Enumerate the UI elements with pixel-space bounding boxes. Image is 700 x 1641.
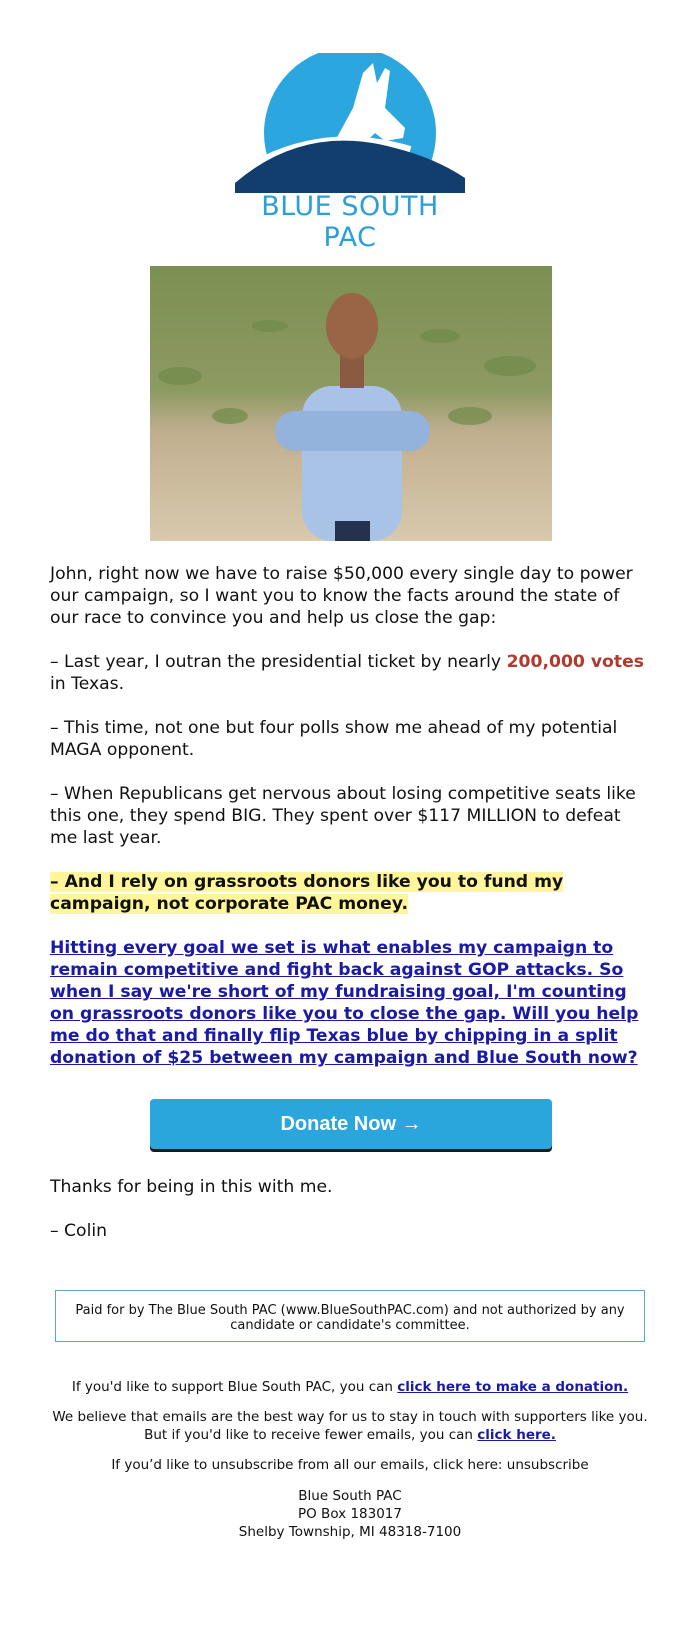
donation-ask-link[interactable]: Hitting every goal we set is what enables my campaign to remain competitive and fight back against GOP attacks. So when I say we're short of my fundraising goal, I'm counting on grassroots donors like you to close the gap. Will you help me do that and finally flip Texas blue by chipping in a split donation of $25 between my campaign and Blue South now? [50,938,639,1068]
candidate-photo [150,266,552,541]
fewer-emails-text: We believe that emails are the best way for us to stay in touch with supporters like you. But if you'd like to receive fewer emails, you can [52,1409,648,1443]
unsubscribe-line[interactable]: If you’d like to unsubscribe from all our emails, click here: unsubscribe [111,1457,589,1473]
signature: – Colin [50,1221,108,1241]
paragraph-polls: – This time, not one but four polls show me ahead of my potential MAGA opponent. [50,718,618,760]
support-text: If you'd like to support Blue South PAC, you can [71,1379,398,1395]
support-line [50,1378,650,1396]
paragraph-votes-before: – Last year, I outran the presidential ticket by nearly [50,652,507,672]
paid-for-disclaimer: Paid for by The Blue South PAC (www.BlueSouthPAC.com) and not authorized by any candidate or candidate's committee. [55,1290,645,1342]
paragraph-ask [50,937,650,1069]
paragraph-grassroots [50,871,650,915]
logo [235,53,465,253]
paragraph-votes-after: in Texas. [50,674,125,694]
make-donation-link[interactable]: click here to make a donation. [397,1379,629,1395]
grassroots-highlight: – And I rely on grassroots donors like you to fund my campaign, not corporate PAC money. [50,872,564,914]
address-line-1: Blue South PAC [298,1488,402,1504]
address-line-3: Shelby Township, MI 48318-7100 [238,1524,462,1540]
votes-highlight: 200,000 votes [506,652,644,672]
logo-text: BLUE SOUTH PAC [261,191,439,253]
paragraph-spending: – When Republicans get nervous about losing competitive seats like this one, they spend BIG. They spent over $117 MILLION to defeat me last year. [50,784,636,848]
fewer-emails-link[interactable]: click here. [477,1427,556,1443]
fewer-emails-line [50,1408,650,1444]
donkey-icon [235,53,465,193]
donate-now-button[interactable]: Donate Now → [150,1099,552,1149]
email-body [50,563,650,1069]
address-line-2: PO Box 183017 [298,1506,402,1522]
thanks-text: Thanks for being in this with me. [50,1177,333,1197]
paragraph-votes [50,651,650,695]
paragraph-intro: John, right now we have to raise $50,000 every single day to power our campaign, so I want you to know the facts around the state of our race to convince you and help us close the gap: [50,564,633,628]
